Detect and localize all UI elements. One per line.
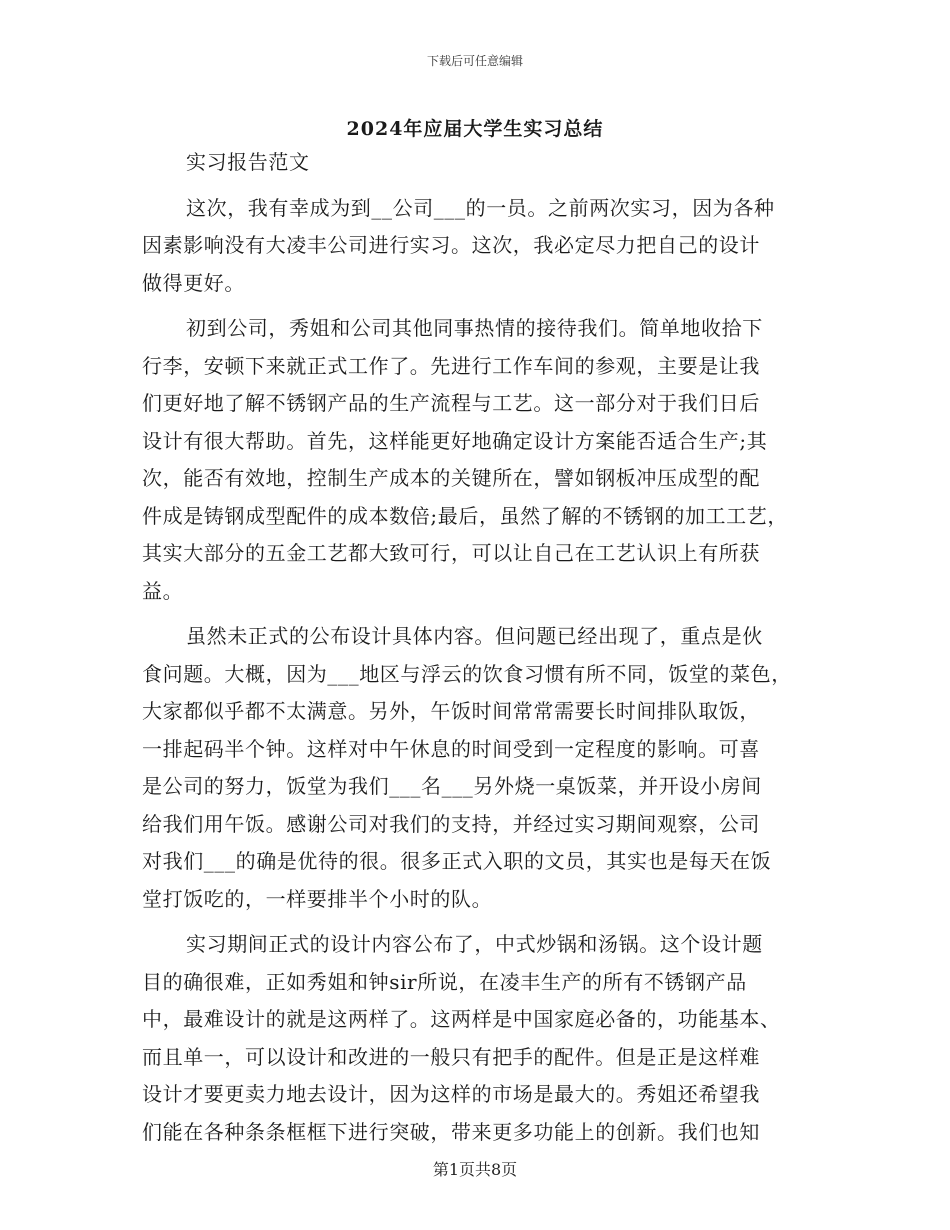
paragraph xyxy=(142,310,810,610)
text-line: 初到公司，秀姐和公司其他同事热情的接待我们。简单地收拾下 xyxy=(186,316,763,340)
text-line: 实习期间正式的设计内容公布了，中式炒锅和汤锅。这个设计题 xyxy=(186,932,763,956)
text-line: 而且单一，可以设计和改进的一般只有把手的配件。但是正是这样难 xyxy=(142,1044,760,1069)
header-note: 下载后可任意编辑 xyxy=(426,54,523,68)
text-line: 这次，我有幸成为到__公司___的一员。之前两次实习，因为各种 xyxy=(186,195,775,220)
document-body xyxy=(142,144,810,1159)
text-line: 是公司的努力，饭堂为我们___名___另外烧一桌饭菜，并开设小房间 xyxy=(142,774,762,798)
text-line: 给我们用午饭。感谢公司对我们的支持，并经过实习期间观察，公司 xyxy=(142,811,760,836)
text-line: 设计有很大帮助。首先，这样能更好地确定设计方案能否适合生产;其 xyxy=(142,428,768,453)
text-line: 食问题。大概，因为___地区与浮云的饮食习惯有所不同，饭堂的菜色， xyxy=(142,661,792,686)
text-line: 因素影响没有大凌丰公司进行实习。这次，我必定尽力把自己的设计 xyxy=(142,233,760,257)
text-line: 次，能否有效地，控制生产成本的关键所在，譬如钢板冲压成型的配 xyxy=(142,466,760,490)
text-line: 其实大部分的五金工艺都大致可行，可以让自己在工艺认识上有所获 xyxy=(142,541,760,565)
text-line: 虽然未正式的公布设计具体内容。但问题已经出现了，重点是伙 xyxy=(186,624,763,648)
text-line: 做得更好。 xyxy=(142,270,245,295)
text-line: 对我们___的确是优待的很。很多正式入职的文员，其实也是每天在饭 xyxy=(142,849,772,873)
text-line: 设计才要更卖力地去设计，因为这样的市场是最大的。秀姐还希望我 xyxy=(142,1082,760,1106)
page-footer: 第1页共8页 xyxy=(432,1160,518,1179)
paragraph xyxy=(142,144,810,182)
text-line: 大家都似乎都不太满意。另外，午饭时间常常需要长时间排队取饭， xyxy=(142,699,760,723)
text-line: 们能在各种条条框框下进行突破，带来更多功能上的创新。我们也知 xyxy=(142,1119,760,1144)
text-line: 行李，安顿下来就正式工作了。先进行工作车间的参观，主要是让我 xyxy=(142,353,760,378)
text-line: 目的确很难，正如秀姐和钟sir所说，在凌丰生产的所有不锈钢产品 xyxy=(142,969,747,994)
paragraph xyxy=(142,618,810,918)
text-line: 中，最难设计的就是这两样了。这两样是中国家庭必备的，功能基本、 xyxy=(142,1007,781,1031)
text-line: 件成是铸钢成型配件的成本数倍;最后，虽然了解的不锈钢的加工工艺， xyxy=(142,503,788,528)
paragraph xyxy=(142,190,810,303)
text-line: 实习报告范文 xyxy=(186,150,310,174)
paragraph xyxy=(142,926,810,1151)
text-line: 益。 xyxy=(142,578,184,603)
document-title: 2024年应届大学生实习总结 xyxy=(346,118,604,140)
text-line: 一排起码半个钟。这样对中午休息的时间受到一定程度的影响。可喜 xyxy=(142,736,760,761)
text-line: 堂打饭吃的，一样要排半个小时的队。 xyxy=(142,886,493,911)
text-line: 们更好地了解不锈钢产品的生产流程与工艺。这一部分对于我们日后 xyxy=(142,391,760,415)
